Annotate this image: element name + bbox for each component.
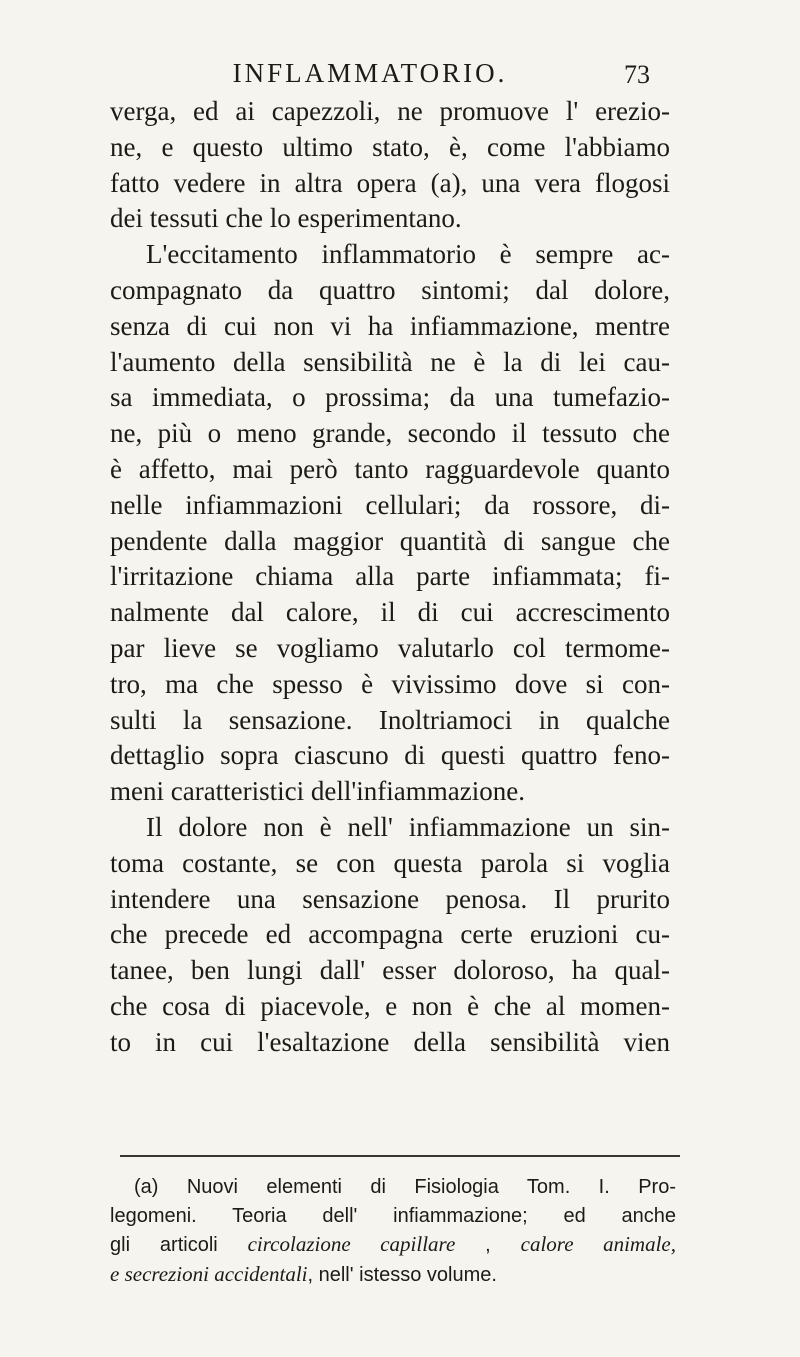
footnote-text: gli articoli xyxy=(110,1234,248,1256)
text-line: nalmente dal calore, il di cui accrescimento xyxy=(110,597,670,628)
footnote-line: (a) Nuovi elementi di Fisiologia Tom. I. Pro- xyxy=(134,1176,676,1198)
text-line: ne, e questo ultimo stato, è, come l'abbiamo xyxy=(110,131,670,162)
text-line: dettaglio sopra ciascuno di questi quattro feno- xyxy=(110,740,670,771)
footnote-line xyxy=(110,1260,676,1290)
footnote-italic-title: e secrezioni accidentali xyxy=(110,1261,308,1286)
text-line: verga, ed ai capezzoli, ne promuove l' erezio- xyxy=(110,96,670,126)
text-line: to in cui l'esaltazione della sensibilità vien xyxy=(110,1026,670,1057)
footnote xyxy=(110,1173,676,1289)
text-line: par lieve se vogliamo valutarlo col termome- xyxy=(110,632,670,663)
running-title: INFLAMMATORIO. xyxy=(232,58,508,88)
text-line: meni caratteristici dell'infiammazione. xyxy=(110,776,525,807)
footnote-line: legomeni. Teoria dell' infiammazione; ed anche xyxy=(110,1204,676,1227)
footnote-separator: , xyxy=(455,1234,521,1256)
footnote-text: , nell' istesso volume. xyxy=(307,1263,497,1286)
text-line: dei tessuti che lo esperimentano. xyxy=(110,203,462,234)
text-line: è affetto, mai però tanto ragguardevole quanto xyxy=(110,453,670,484)
text-line: che precede ed accompagna certe eruzioni cu- xyxy=(110,919,670,950)
footnote-rule xyxy=(120,1155,680,1157)
text-line: Il dolore non è nell' infiammazione un sin- xyxy=(146,811,670,842)
text-line: senza di cui non vi ha infiammazione, mentre xyxy=(110,310,670,341)
text-line: l'aumento della sensibilità ne è la di lei cau- xyxy=(110,346,670,377)
text-line: ne, più o meno grande, secondo il tessuto che xyxy=(110,418,670,449)
text-line: pendente dalla maggior quantità di sangue che xyxy=(110,525,670,556)
page-number: 73 xyxy=(624,60,650,89)
text-line: fatto vedere in altra opera (a), una vera flogosi xyxy=(110,167,670,198)
text-line: sa immediata, o prossima; da una tumefazio- xyxy=(110,382,670,413)
text-line: compagnato da quattro sintomi; dal dolore, xyxy=(110,274,670,305)
text-line: toma costante, se con questa parola si voglia xyxy=(110,847,670,878)
text-line: che cosa di piacevole, e non è che al momen- xyxy=(110,990,670,1021)
footnote-italic-title: calore animale, xyxy=(520,1232,677,1256)
text-line: tro, ma che spesso è vivissimo dove si con- xyxy=(110,668,670,699)
body-text xyxy=(110,94,670,1061)
text-line: L'eccitamento inflammatorio è sempre ac- xyxy=(146,239,670,270)
footnote-italic-title: circolazione capillare xyxy=(247,1232,456,1256)
text-line: l'irritazione chiama alla parte infiammata; fi- xyxy=(110,561,670,592)
text-line: nelle infiammazioni cellulari; da rossore, di- xyxy=(110,489,670,520)
text-line: tanee, ben lungi dall' esser doloroso, ha qual- xyxy=(110,955,670,986)
footnote-line xyxy=(110,1230,676,1260)
text-line: sulti la sensazione. Inoltriamoci in qualche xyxy=(110,704,670,735)
text-line: intendere una sensazione penosa. Il prurito xyxy=(110,883,670,914)
